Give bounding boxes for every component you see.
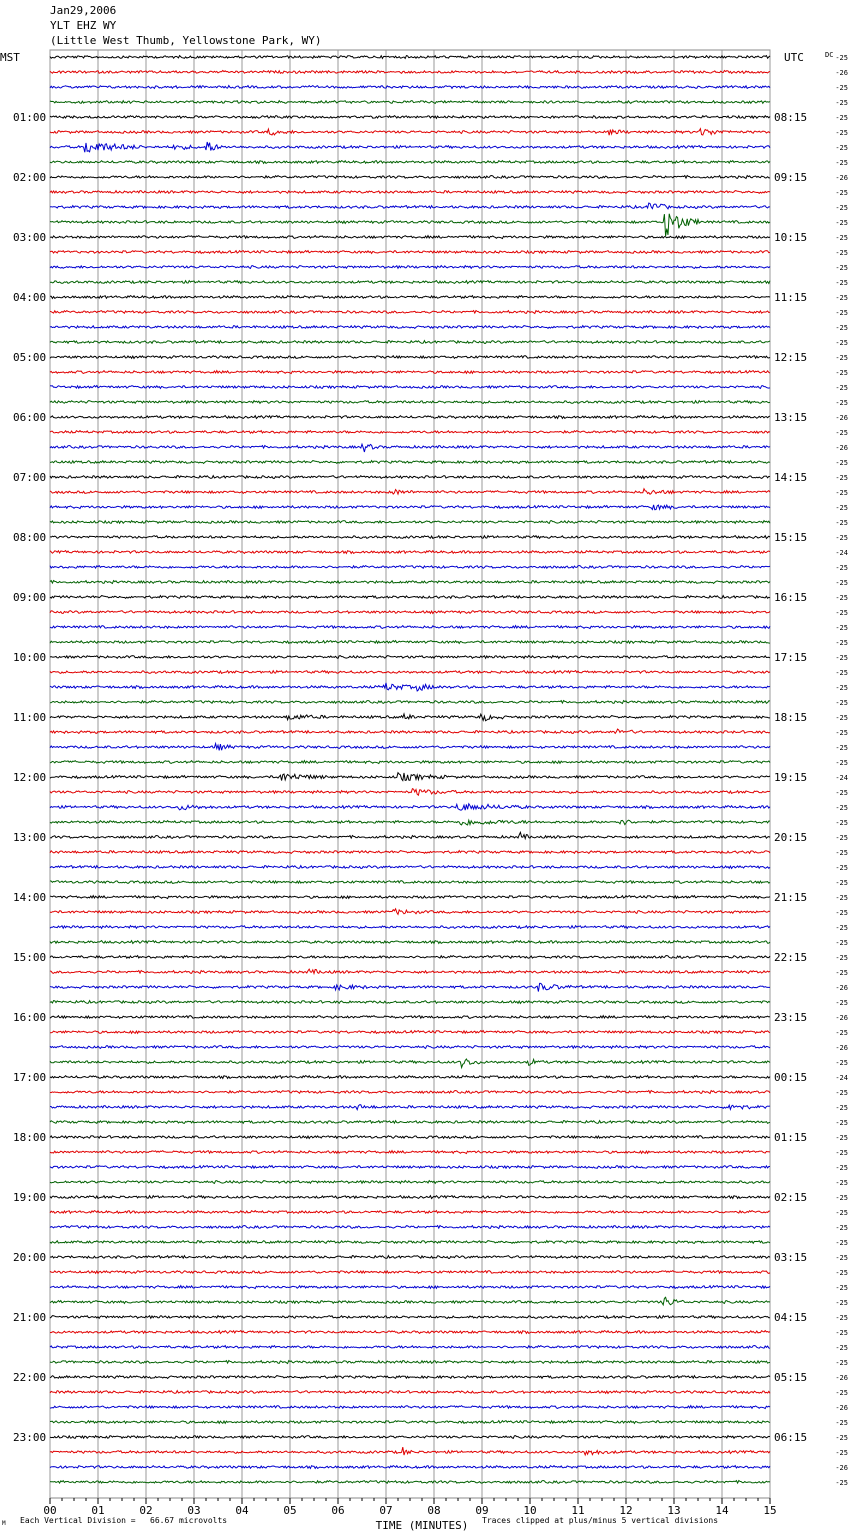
dc-offset-label: -25 [835, 954, 848, 962]
trace-line [50, 866, 770, 869]
trace-line [50, 1297, 770, 1305]
trace-line [50, 401, 770, 404]
trace-line [50, 926, 770, 929]
left-hour-label: 16:00 [13, 1011, 47, 1024]
dc-offset-label: -26 [835, 1044, 848, 1052]
dc-offset-label: -25 [835, 1359, 848, 1367]
x-axis-title: TIME (MINUTES) [375, 1519, 469, 1532]
trace-line [50, 1271, 770, 1274]
right-hour-label: 17:15 [774, 651, 808, 664]
trace-line [50, 489, 770, 495]
trace-line [50, 820, 770, 825]
x-tick-label: 05 [283, 1504, 297, 1517]
dc-offset-label: -25 [835, 894, 848, 902]
left-hour-label: 08:00 [13, 531, 47, 544]
dc-offset-label: -24 [835, 774, 848, 782]
dc-offset-label: -24 [835, 1074, 848, 1082]
dc-offset-label: -25 [835, 144, 848, 152]
dc-offset-label: -25 [835, 1089, 848, 1097]
dc-offset-label: -25 [835, 819, 848, 827]
dc-offset-label: -25 [835, 339, 848, 347]
dc-offset-label: -25 [835, 354, 848, 362]
dc-offset-label: -25 [835, 1329, 848, 1337]
dc-offset-label: -26 [835, 414, 848, 422]
left-hour-label: 05:00 [13, 351, 47, 364]
trace-line [50, 1286, 770, 1289]
trace-line [50, 431, 770, 434]
trace-line [50, 1316, 770, 1319]
right-hour-label: 14:15 [774, 471, 808, 484]
trace-line [50, 1001, 770, 1004]
trace-line [50, 701, 770, 704]
trace-line [50, 1091, 770, 1094]
x-tick-label: 07 [379, 1504, 393, 1517]
trace-line [50, 341, 770, 344]
x-tick-label: 13 [667, 1504, 681, 1517]
footer-clip-note: Traces clipped at plus/minus 5 vertical divisions [482, 1516, 719, 1525]
dc-offset-label: -25 [835, 1299, 848, 1307]
x-tick-label: 11 [571, 1504, 585, 1517]
dc-offset-label: -25 [835, 1314, 848, 1322]
left-hour-label: 15:00 [13, 951, 47, 964]
trace-line [50, 909, 770, 915]
right-hour-label: 02:15 [774, 1191, 808, 1204]
trace-line [50, 1076, 770, 1079]
dc-label: DC [825, 51, 834, 59]
dc-offset-label: -26 [835, 1374, 848, 1382]
trace-line [50, 1391, 770, 1394]
dc-offset-label: -25 [835, 1434, 848, 1442]
dc-offset-label: -25 [835, 834, 848, 842]
x-tick-label: 09 [475, 1504, 489, 1517]
dc-offset-label: -25 [835, 1344, 848, 1352]
trace-line [50, 203, 770, 209]
dc-offset-label: -25 [835, 924, 848, 932]
dc-offset-label: -25 [835, 474, 848, 482]
dc-offset-label: -25 [835, 234, 848, 242]
header-date: Jan29,2006 [50, 4, 117, 17]
dc-offset-label: -25 [835, 204, 848, 212]
dc-offset-label: -25 [835, 729, 848, 737]
dc-offset-label: -25 [835, 1149, 848, 1157]
right-hour-label: 09:15 [774, 171, 808, 184]
left-axis-title: MST [0, 51, 20, 64]
dc-offset-label: -25 [835, 714, 848, 722]
left-hour-label: 11:00 [13, 711, 47, 724]
trace-line [50, 311, 770, 314]
left-hour-label: 23:00 [13, 1431, 47, 1444]
dc-offset-label: -26 [835, 69, 848, 77]
dc-offset-label: -25 [835, 399, 848, 407]
dc-offset-label: -25 [835, 129, 848, 137]
trace-group [50, 56, 770, 1484]
dc-offset-label: -25 [835, 114, 848, 122]
dc-offset-label: -25 [835, 384, 848, 392]
right-hour-label: 13:15 [774, 411, 808, 424]
trace-line [50, 1421, 770, 1424]
right-hour-label: 21:15 [774, 891, 808, 904]
dc-offset-label: -25 [835, 1239, 848, 1247]
trace-line [50, 773, 770, 781]
trace-line [50, 56, 770, 59]
left-hour-label: 20:00 [13, 1251, 47, 1264]
trace-line [50, 281, 770, 284]
trace-line [50, 804, 770, 810]
left-hour-label: 18:00 [13, 1131, 47, 1144]
x-tick-label: 02 [139, 1504, 153, 1517]
dc-offset-label: -25 [835, 999, 848, 1007]
header-location: (Little West Thumb, Yellowstone Park, WY) [50, 34, 322, 47]
dc-offset-label: -25 [835, 219, 848, 227]
right-hour-label: 19:15 [774, 771, 808, 784]
right-hour-label: 15:15 [774, 531, 808, 544]
dc-offset-label: -25 [835, 279, 848, 287]
dc-offset-label: -25 [835, 1209, 848, 1217]
dc-offset-label: -25 [835, 54, 848, 62]
dc-offset-label: -25 [835, 1449, 848, 1457]
trace-line [50, 1059, 770, 1068]
trace-line [50, 896, 770, 899]
trace-line [50, 1361, 770, 1364]
dc-offset-label: -25 [835, 1419, 848, 1427]
trace-line [50, 116, 770, 119]
dc-offset-label: -25 [835, 1119, 848, 1127]
dc-offset-label: -25 [835, 1284, 848, 1292]
dc-offset-label: -25 [835, 864, 848, 872]
right-hour-label: 04:15 [774, 1311, 808, 1324]
x-tick-label: 14 [715, 1504, 729, 1517]
trace-line [50, 656, 770, 659]
dc-offset-label: -25 [835, 669, 848, 677]
trace-line [50, 266, 770, 269]
trace-line [50, 444, 770, 452]
trace-line [50, 461, 770, 464]
dc-offset-label: -25 [835, 309, 848, 317]
x-tick-label: 10 [523, 1504, 537, 1517]
dc-offset-label: -25 [835, 504, 848, 512]
trace-line [50, 641, 770, 644]
dc-offset-label: -25 [835, 1269, 848, 1277]
x-tick-label: 01 [91, 1504, 105, 1517]
trace-line [50, 71, 770, 74]
left-hour-label: 19:00 [13, 1191, 47, 1204]
trace-line [50, 983, 770, 991]
trace-line [50, 1241, 770, 1244]
right-hour-label: 23:15 [774, 1011, 808, 1024]
dc-offset-label: -25 [835, 564, 848, 572]
dc-offset-label: -25 [835, 1059, 848, 1067]
left-hour-label: 21:00 [13, 1311, 47, 1324]
x-tick-label: 12 [619, 1504, 633, 1517]
trace-line [50, 1436, 770, 1439]
dc-offset-label: -25 [835, 594, 848, 602]
dc-offset-label: -25 [835, 684, 848, 692]
trace-line [50, 101, 770, 104]
dc-offset-label: -25 [835, 459, 848, 467]
trace-line [50, 566, 770, 569]
left-hour-label: 22:00 [13, 1371, 47, 1384]
right-hour-label: 22:15 [774, 951, 808, 964]
trace-line [50, 1121, 770, 1124]
trace-line [50, 683, 770, 691]
trace-line [50, 176, 770, 179]
dc-offset-label: -25 [835, 789, 848, 797]
dc-offset-label: -26 [835, 1014, 848, 1022]
trace-line [50, 214, 770, 236]
trace-line [50, 191, 770, 194]
trace-line [50, 1226, 770, 1229]
trace-line [50, 1256, 770, 1259]
left-hour-label: 09:00 [13, 591, 47, 604]
trace-line [50, 671, 770, 674]
dc-offset-label: -25 [835, 99, 848, 107]
trace-line [50, 251, 770, 254]
x-tick-label: 03 [187, 1504, 201, 1517]
left-hour-label: 03:00 [13, 231, 47, 244]
right-hour-label: 16:15 [774, 591, 808, 604]
dc-offset-label: -25 [835, 1164, 848, 1172]
x-tick-label: 08 [427, 1504, 441, 1517]
dc-offset-label: -26 [835, 444, 848, 452]
right-hour-label: 03:15 [774, 1251, 808, 1264]
dc-offset-label: -25 [835, 429, 848, 437]
trace-line [50, 1136, 770, 1139]
trace-line [50, 161, 770, 164]
dc-offset-label: -26 [835, 984, 848, 992]
trace-line [50, 1181, 770, 1184]
dc-offset-label: -25 [835, 759, 848, 767]
trace-line [50, 371, 770, 374]
trace-line [50, 881, 770, 884]
trace-line [50, 1466, 770, 1469]
dc-offset-label: -25 [835, 699, 848, 707]
dc-offset-label: -26 [835, 1404, 848, 1412]
dc-offset-label: -25 [835, 1479, 848, 1487]
trace-line [50, 744, 770, 751]
dc-offset-label: -25 [835, 744, 848, 752]
x-tick-label: 06 [331, 1504, 345, 1517]
trace-line [50, 236, 770, 239]
trace-line [50, 789, 770, 796]
dc-offset-label: -25 [835, 489, 848, 497]
trace-line [50, 596, 770, 599]
left-hour-label: 06:00 [13, 411, 47, 424]
left-hour-label: 12:00 [13, 771, 47, 784]
dc-offset-label: -25 [835, 624, 848, 632]
trace-line [50, 714, 770, 721]
trace-line [50, 536, 770, 539]
left-hour-label: 14:00 [13, 891, 47, 904]
dc-offset-label: -26 [835, 1464, 848, 1472]
dc-offset-label: -26 [835, 174, 848, 182]
dc-offset-label: -25 [835, 84, 848, 92]
dc-offset-label: -25 [835, 1179, 848, 1187]
dc-offset-label: -25 [835, 969, 848, 977]
trace-line [50, 941, 770, 944]
right-hour-label: 00:15 [774, 1071, 808, 1084]
trace-line [50, 1016, 770, 1019]
dc-offset-label: -25 [835, 1224, 848, 1232]
trace-line [50, 1031, 770, 1034]
right-hour-label: 12:15 [774, 351, 808, 364]
dc-offset-label: -25 [835, 804, 848, 812]
trace-line [50, 581, 770, 584]
trace-line [50, 476, 770, 479]
trace-line [50, 626, 770, 629]
trace-line [50, 851, 770, 854]
dc-offset-label: -25 [835, 654, 848, 662]
left-hour-label: 04:00 [13, 291, 47, 304]
dc-offset-label: -25 [835, 1104, 848, 1112]
dc-offset-label: -25 [835, 369, 848, 377]
dc-offset-label: -25 [835, 189, 848, 197]
trace-line [50, 521, 770, 524]
dc-offset-label: -25 [835, 294, 848, 302]
trace-line [50, 551, 770, 554]
dc-offset-label: -25 [835, 1254, 848, 1262]
trace-line [50, 1046, 770, 1049]
trace-line [50, 129, 770, 136]
right-hour-label: 10:15 [774, 231, 808, 244]
left-hour-label: 01:00 [13, 111, 47, 124]
dc-offset-label: -25 [835, 939, 848, 947]
x-tick-label: 04 [235, 1504, 249, 1517]
right-axis-title: UTC [784, 51, 804, 64]
trace-line [50, 1447, 770, 1455]
trace-line [50, 356, 770, 359]
dc-offset-label: -25 [835, 1029, 848, 1037]
dc-offset-label: -25 [835, 639, 848, 647]
x-tick-label: 00 [43, 1504, 57, 1517]
right-hour-label: 05:15 [774, 1371, 808, 1384]
dc-offset-label: -24 [835, 549, 848, 557]
right-hour-label: 08:15 [774, 111, 808, 124]
dc-offset-label: -25 [835, 909, 848, 917]
trace-line [50, 1211, 770, 1214]
dc-offset-label: -25 [835, 519, 848, 527]
left-hour-label: 02:00 [13, 171, 47, 184]
trace-line [50, 86, 770, 89]
trace-line [50, 1481, 770, 1484]
trace-line [50, 142, 770, 152]
trace-line [50, 832, 770, 838]
dc-offset-label: -25 [835, 1194, 848, 1202]
trace-line [50, 1331, 770, 1334]
trace-line [50, 611, 770, 614]
left-hour-label: 07:00 [13, 471, 47, 484]
right-hour-label: 11:15 [774, 291, 808, 304]
dc-offset-label: -25 [835, 534, 848, 542]
trace-line [50, 1376, 770, 1379]
dc-offset-label: -25 [835, 1389, 848, 1397]
trace-line [50, 1166, 770, 1169]
trace-line [50, 386, 770, 389]
right-hour-label: 06:15 [774, 1431, 808, 1444]
trace-line [50, 416, 770, 419]
dc-offset-label: -25 [835, 1134, 848, 1142]
trace-line [50, 505, 770, 510]
dc-offset-label: -25 [835, 609, 848, 617]
footer-corner-mark: M [2, 1520, 6, 1527]
trace-line [50, 729, 770, 733]
right-hour-label: 01:15 [774, 1131, 808, 1144]
trace-line [50, 296, 770, 299]
dc-offset-label: -25 [835, 849, 848, 857]
x-tick-label: 15 [763, 1504, 777, 1517]
left-hour-label: 10:00 [13, 651, 47, 664]
dc-offset-label: -25 [835, 159, 848, 167]
dc-offset-label: -25 [835, 324, 848, 332]
dc-offset-label: -25 [835, 579, 848, 587]
trace-line [50, 1406, 770, 1409]
left-hour-label: 13:00 [13, 831, 47, 844]
trace-line [50, 1105, 770, 1110]
right-hour-label: 18:15 [774, 711, 808, 724]
trace-line [50, 969, 770, 973]
footer-scale-note: Each Vertical Division = 66.67 microvolts [20, 1516, 228, 1525]
trace-line [50, 1346, 770, 1349]
header-station: YLT EHZ WY [50, 19, 117, 32]
dc-offset-label: -25 [835, 249, 848, 257]
trace-line [50, 1151, 770, 1154]
left-hour-label: 17:00 [13, 1071, 47, 1084]
trace-line [50, 761, 770, 764]
trace-line [50, 956, 770, 959]
trace-line [50, 326, 770, 329]
dc-offset-label: -25 [835, 264, 848, 272]
trace-line [50, 1196, 770, 1199]
right-hour-label: 20:15 [774, 831, 808, 844]
dc-offset-label: -25 [835, 879, 848, 887]
